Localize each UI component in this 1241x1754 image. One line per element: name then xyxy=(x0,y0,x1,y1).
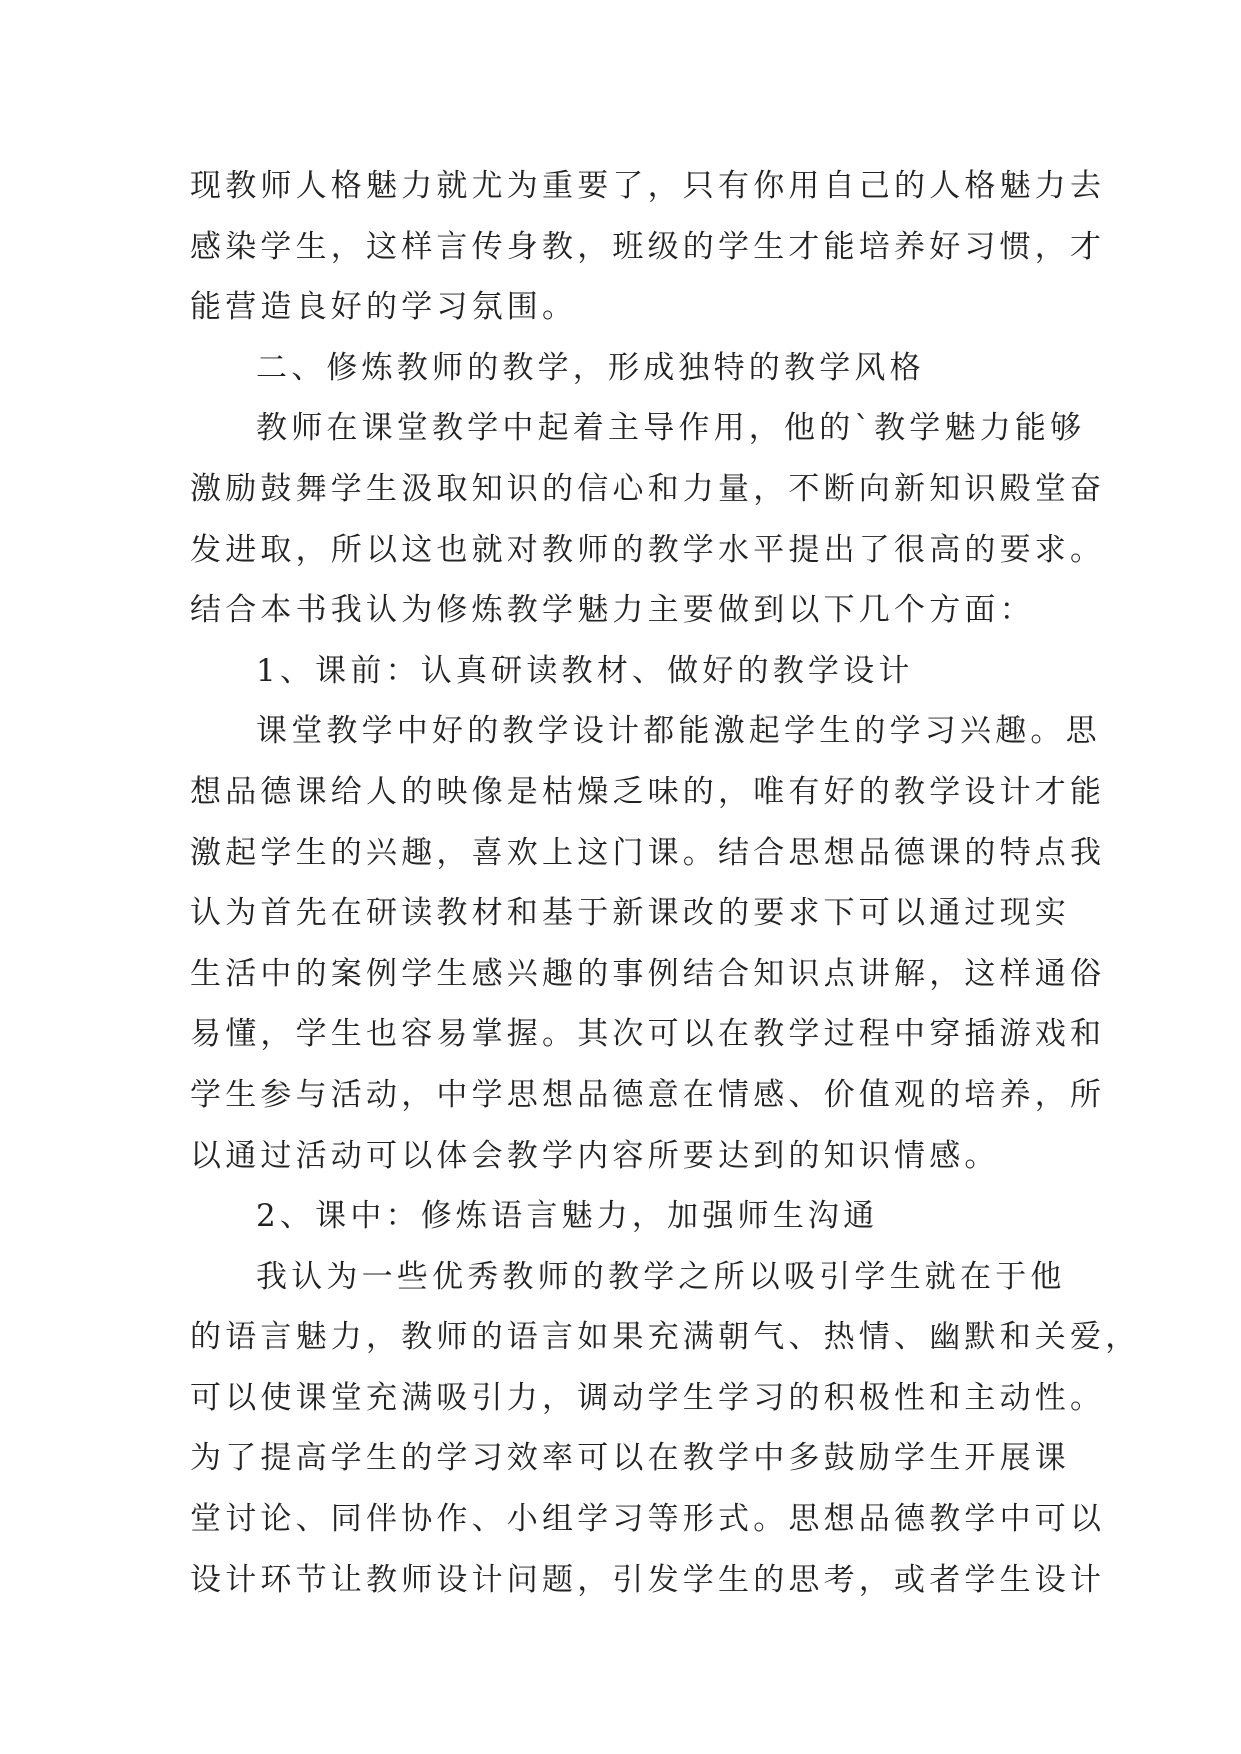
text-line: 可以使课堂充满吸引力，调动学生学习的积极性和主动性。 xyxy=(190,1379,1106,1416)
text-line: 我认为一些优秀教师的教学之所以吸引学生就在于他 xyxy=(256,1258,1066,1295)
text-line: 学生参与活动，中学思想品德意在情感、价值观的培养，所 xyxy=(190,1076,1106,1113)
section-heading: 二、修炼教师的教学，形成独特的教学风格 xyxy=(256,349,925,386)
text-line: 发进取，所以这也就对教师的教学水平提出了很高的要求。 xyxy=(190,531,1106,568)
text-line: 激励鼓舞学生汲取知识的信心和力量，不断向新知识殿堂奋 xyxy=(190,470,1106,507)
text-line: 设计环节让教师设计问题，引发学生的思考，或者学生设计 xyxy=(190,1561,1106,1598)
text-line: 生活中的案例学生感兴趣的事例结合知识点讲解，这样通俗 xyxy=(190,955,1106,992)
text-line: 结合本书我认为修炼教学魅力主要做到以下几个方面： xyxy=(190,592,1035,629)
text-line: 激起学生的兴趣，喜欢上这门课。结合思想品德课的特点我 xyxy=(190,834,1106,871)
text-line: 课堂教学中好的教学设计都能激起学生的学习兴趣。思 xyxy=(256,713,1101,750)
text-line: 感染学生，这样言传身教，班级的学生才能培养好习惯，才 xyxy=(190,228,1106,265)
text-line: 教师在课堂教学中起着主导作用，他的`教学魅力能够 xyxy=(256,410,1086,447)
document-page xyxy=(190,156,1141,1610)
subsection-heading: 2、课中：修炼语言魅力，加强师生沟通 xyxy=(256,1198,879,1235)
text-line: 以通过活动可以体会教学内容所要达到的知识情感。 xyxy=(190,1137,1000,1174)
text-line: 认为首先在研读教材和基于新课改的要求下可以通过现实 xyxy=(190,895,1070,932)
text-line: 想品德课给人的映像是枯燥乏味的，唯有好的教学设计才能 xyxy=(190,773,1106,810)
text-line: 易懂，学生也容易掌握。其次可以在教学过程中穿插游戏和 xyxy=(190,1016,1106,1053)
text-line: 堂讨论、同伴协作、小组学习等形式。思想品德教学中可以 xyxy=(190,1501,1106,1538)
text-line: 能营造良好的学习氛围。 xyxy=(190,289,578,326)
text-line: 现教师人格魅力就尤为重要了，只有你用自己的人格魅力去 xyxy=(190,168,1106,204)
subsection-heading: 1、课前：认真研读教材、做好的教学设计 xyxy=(256,652,914,689)
text-line: 为了提高学生的学习效率可以在教学中多鼓励学生开展课 xyxy=(190,1440,1070,1477)
text-line: 的语言魅力，教师的语言如果充满朝气、热情、幽默和关爱， xyxy=(190,1319,1141,1356)
